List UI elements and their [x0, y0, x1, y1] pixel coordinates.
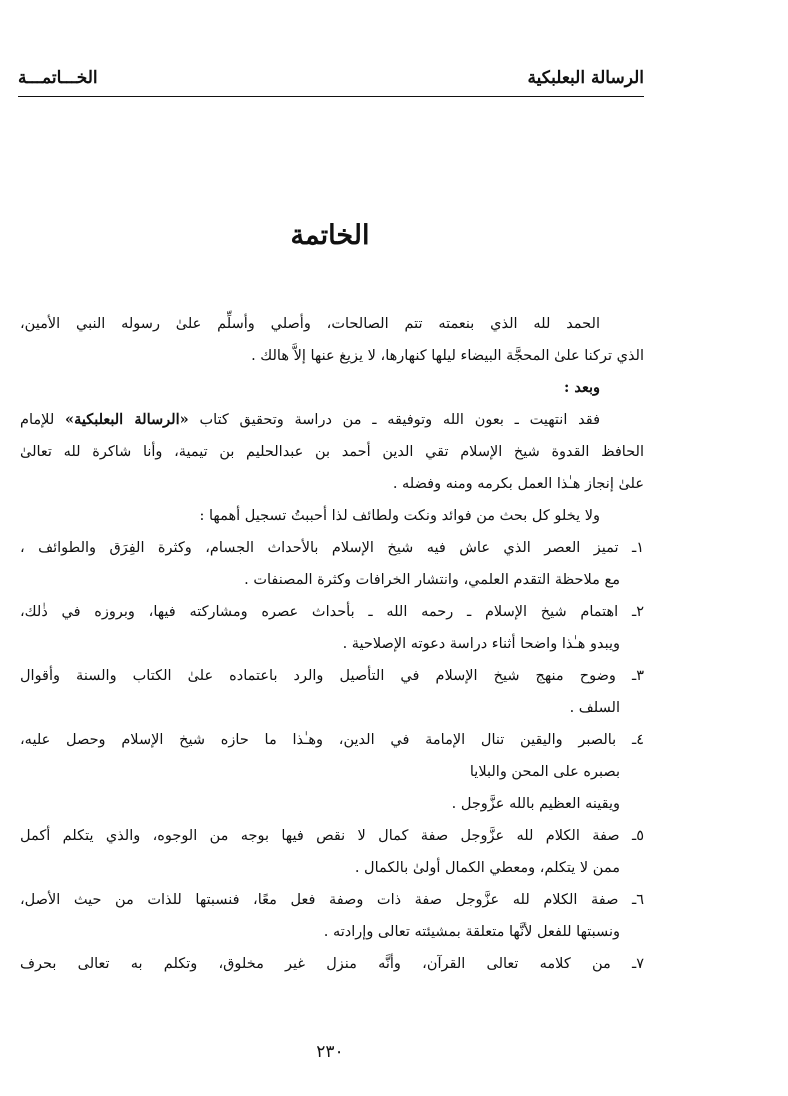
- header-rule: [18, 96, 644, 97]
- paragraph-2-line-2: الحافظ القدوة شيخ الإسلام تقي الدين أحمد بن عبدالحليم بن تيمية، وأنا شاكرة لله تعالىٰ: [20, 444, 644, 460]
- list-item-7-line-1: ٧ـ من كلامه تعالى القرآن، وأنَّه منزل غير مخلوق، وتكلم به تعالى بحرف: [20, 956, 644, 972]
- header-book-title: الرسالة البعلبكية: [527, 68, 644, 88]
- list-item-1-line-2: مع ملاحظة التقدم العلمي، وانتشار الخرافات وكثرة المصنفات .: [244, 572, 620, 588]
- list-item-2-line-1: ٢ـ اهتمام شيخ الإسلام ـ رحمه الله ـ بأحداث عصره ومشاركته فيها، وبروزه في ذٰلك،: [20, 604, 644, 620]
- list-item-3-line-2: السلف .: [569, 700, 620, 716]
- wabad-heading: وبعد :: [563, 379, 600, 396]
- page-number: ٢٣٠: [316, 1042, 344, 1062]
- list-item-3-line-1: ٣ـ وضوح منهج شيخ الإسلام في التأصيل والرد باعتماده علىٰ الكتاب والسنة وأقوال: [20, 668, 644, 684]
- paragraph-1-line-2: الذي تركنا علىٰ المحجَّة البيضاء ليلها كنهارها، لا يزيغ عنها إلاَّ هالك .: [251, 348, 644, 364]
- paragraph-2-line-1: فقد انتهيت ـ بعون الله وتوفيقه ـ من دراسة وتحقيق كتاب «الرسالة البعلبكية» للإمام: [20, 411, 601, 428]
- paragraph-3: ولا يخلو كل بحث من فوائد ونكت ولطائف لذا أحببتُ تسجيل أهمها :: [199, 508, 600, 524]
- book-title-emphasis: «الرسالة البعلبكية»: [65, 411, 189, 428]
- list-item-6-line-1: ٦ـ صفة الكلام لله عزَّوجل صفة ذات وصفة فعل معًا، فنسبتها للذات من حيث الأصل،: [20, 892, 644, 908]
- running-header: [18, 62, 644, 98]
- list-item-5-line-2: ممن لا يتكلم، ومعطي الكمال أولىٰ بالكمال .: [354, 860, 620, 876]
- list-item-4-line-2: بصبره على المحن والبلايا: [469, 764, 620, 780]
- list-item-1-line-1: ١ـ تميز العصر الذي عاش فيه شيخ الإسلام بالأحداث الجسام، وكثرة الفِرَق والطوائف ،: [20, 540, 644, 556]
- list-item-2-line-2: ويبدو هـٰذا واضحا أثناء دراسة دعوته الإصلاحية .: [342, 636, 620, 652]
- body-text: [20, 308, 644, 980]
- paragraph-1-line-1: الحمد لله الذي بنعمته تتم الصالحات، وأصلي وأسلِّم علىٰ رسوله النبي الأمين،: [20, 316, 600, 332]
- paragraph-2-line-3: علىٰ إنجاز هـٰذا العمل بكرمه ومنه وفضله .: [392, 476, 644, 492]
- header-chapter-title: الخـــاتمـــة: [18, 68, 98, 88]
- page-title: الخاتمة: [290, 220, 370, 251]
- list-item-4-line-3: ويقينه العظيم بالله عزَّوجل .: [451, 796, 620, 812]
- list-item-5-line-1: ٥ـ صفة الكلام لله عزَّوجل صفة كمال لا نقص فيها بوجه من الوجوه، والذي يتكلم أكمل: [20, 828, 644, 844]
- list-item-4-line-1: ٤ـ بالصبر واليقين تنال الإمامة في الدين، وهـٰذا ما حازه شيخ الإسلام وحصل عليه،: [20, 732, 644, 748]
- list-item-6-line-2: ونسبتها للفعل لأنَّها متعلقة بمشيئته تعالى وإرادته .: [323, 924, 620, 940]
